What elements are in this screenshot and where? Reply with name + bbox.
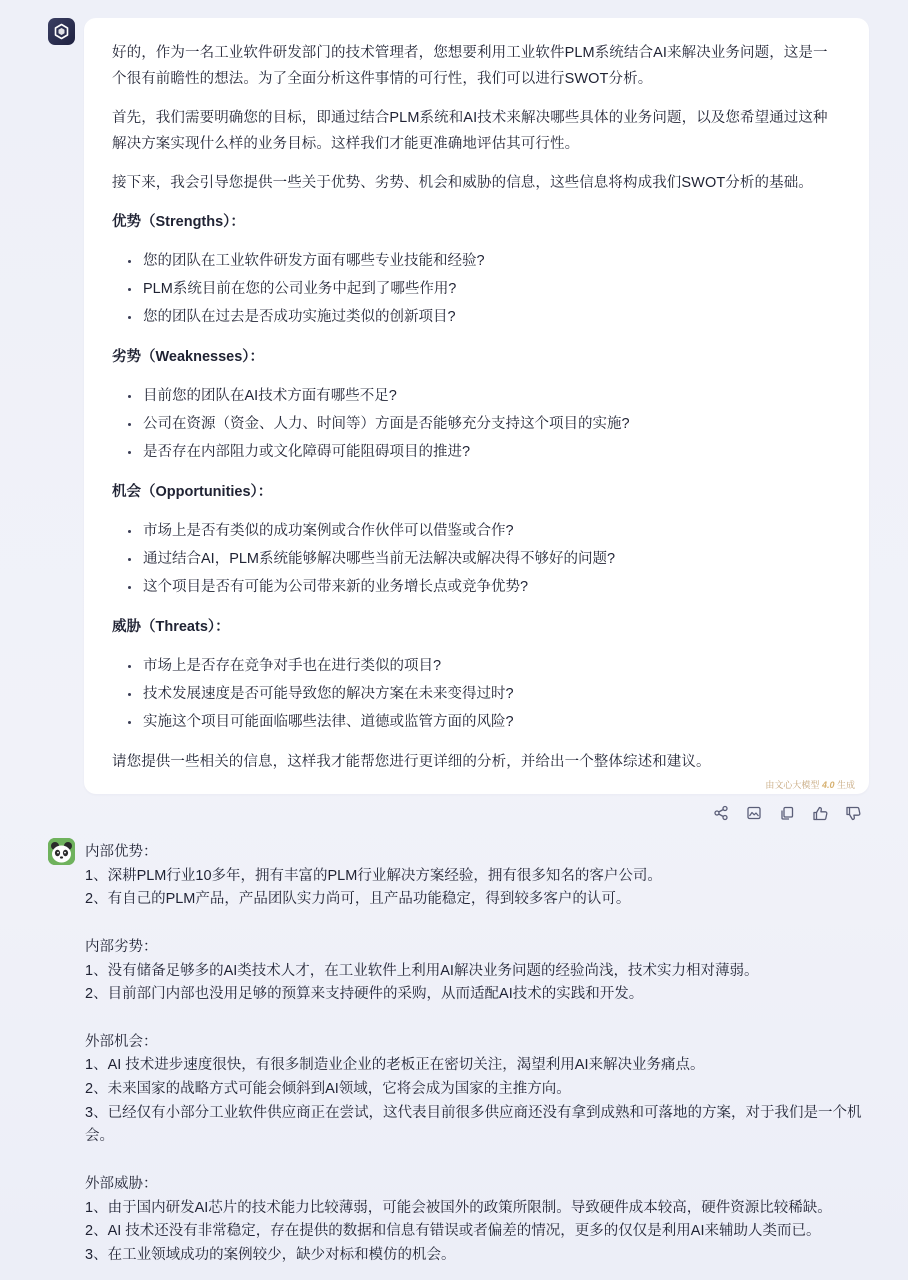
message-line: 外部威胁： <box>85 1175 158 1192</box>
assistant-logo-icon <box>53 23 70 40</box>
user-message <box>85 841 875 1268</box>
section-title-opportunities: 机会（Opportunities）： <box>112 484 273 500</box>
list-item: 通过结合AI，PLM系统能够解决哪些当前无法解决或解决得不够好的问题? <box>128 545 841 573</box>
weaknesses-list <box>112 382 841 466</box>
message-line: 2、AI 技术还没有非常稳定，存在提供的数据和信息有错误或者偏差的情况，更多的仅仅是利用AI来辅助人类而已。 <box>85 1223 821 1240</box>
generated-by-note <box>765 779 855 791</box>
thumbs-down-icon[interactable] <box>843 803 863 823</box>
section-title-weaknesses: 劣势（Weaknesses）： <box>112 349 265 365</box>
model-version: 4.0 <box>821 780 835 790</box>
intro-paragraph: 首先，我们需要明确您的目标，即通过结合PLM系统和AI技术来解决哪些具体的业务问题，以及您希望通过这种解决方案实现什么样的业务目标。这样我们才能更准确地评估其可行性。 <box>112 110 828 152</box>
intro-paragraph: 好的，作为一名工业软件研发部门的技术管理者，您想要利用工业软件PLM系统结合AI来解决业务问题，这是一个很有前瞻性的想法。为了全面分析这件事情的可行性，我们可以进行SWOT分析。 <box>112 45 828 87</box>
list-item: 市场上是否存在竞争对手也在进行类似的项目? <box>128 652 841 680</box>
message-line: 3、在工业领域成功的案例较少，缺少对标和模仿的机会。 <box>85 1246 456 1263</box>
user-avatar <box>48 838 75 865</box>
message-line: 2、有自己的PLM产品，产品团队实力尚可，且产品功能稳定，得到较多客户的认可。 <box>85 891 631 908</box>
message-line: 内部优势： <box>85 844 158 860</box>
list-item: 技术发展速度是否可能导致您的解决方案在未来变得过时? <box>128 680 841 708</box>
threats-list <box>112 652 841 736</box>
footer-suffix: 生成 <box>836 780 855 790</box>
list-item: 是否存在内部阻力或文化障碍可能阻碍项目的推进? <box>128 438 841 466</box>
message-line: 1、AI 技术进步速度很快，有很多制造业企业的老板正在密切关注，渴望利用AI来解决业务痛点。 <box>85 1057 705 1074</box>
blank-line <box>85 1007 875 1031</box>
list-item: 市场上是否有类似的成功案例或合作伙伴可以借鉴或合作? <box>128 517 841 545</box>
list-item: 这个项目是否有可能为公司带来新的业务增长点或竞争优势? <box>128 573 841 601</box>
message-action-bar <box>711 803 863 823</box>
list-item: 目前您的团队在AI技术方面有哪些不足? <box>128 382 841 410</box>
list-item: 您的团队在过去是否成功实施过类似的创新项目? <box>128 303 841 331</box>
list-item: 您的团队在工业软件研发方面有哪些专业技能和经验? <box>128 247 841 275</box>
message-line: 3、已经仅有小部分工业软件供应商正在尝试，这代表目前很多供应商还没有拿到成熟和可落地的方案，对于我们是一个机会。 <box>85 1104 862 1145</box>
closing-paragraph: 请您提供一些相关的信息，这样我才能帮您进行更详细的分析，并给出一个整体综述和建议。 <box>112 754 711 770</box>
assistant-message <box>84 18 869 794</box>
intro-paragraph: 接下来，我会引导您提供一些关于优势、劣势、机会和威胁的信息，这些信息将构成我们SWOT分析的基础。 <box>112 175 813 191</box>
list-item: 公司在资源（资金、人力、时间等）方面是否能够充分支持这个项目的实施? <box>128 410 841 438</box>
thumbs-up-icon[interactable] <box>810 803 830 823</box>
message-line: 1、由于国内研发AI芯片的技术能力比较薄弱，可能会被国外的政策所限制。导致硬件成本较高，硬件资源比较稀缺。 <box>85 1199 832 1216</box>
message-line: 1、深耕PLM行业10多年，拥有丰富的PLM行业解决方案经验，拥有很多知名的客户公司。 <box>85 867 662 884</box>
section-title-threats: 威胁（Threats）： <box>112 619 230 635</box>
message-line: 2、未来国家的战略方式可能会倾斜到AI领域，它将会成为国家的主推方向。 <box>85 1081 571 1097</box>
message-line: 2、目前部门内部也没用足够的预算来支持硬件的采购，从而适配AI技术的实践和开发。 <box>85 986 644 1003</box>
strengths-list <box>112 247 841 331</box>
image-icon[interactable] <box>744 803 764 823</box>
list-item: 实施这个项目可能面临哪些法律、道德或监管方面的风险? <box>128 708 841 736</box>
panda-avatar-icon <box>48 838 75 865</box>
message-line: 内部劣势： <box>85 938 158 955</box>
share-icon[interactable] <box>711 803 731 823</box>
message-line: 1、没有储备足够多的AI类技术人才，在工业软件上利用AI解决业务问题的经验尚浅，技术实力相对薄弱。 <box>85 962 759 979</box>
section-title-strengths: 优势（Strengths）： <box>112 214 245 230</box>
message-line: 外部机会： <box>85 1033 158 1050</box>
assistant-avatar <box>48 18 75 45</box>
blank-line <box>85 1149 875 1173</box>
list-item: PLM系统目前在您的公司业务中起到了哪些作用? <box>128 275 841 303</box>
footer-prefix: 由文心大模型 <box>765 780 820 790</box>
opportunities-list <box>112 517 841 601</box>
blank-line <box>85 912 875 936</box>
copy-icon[interactable] <box>777 803 797 823</box>
